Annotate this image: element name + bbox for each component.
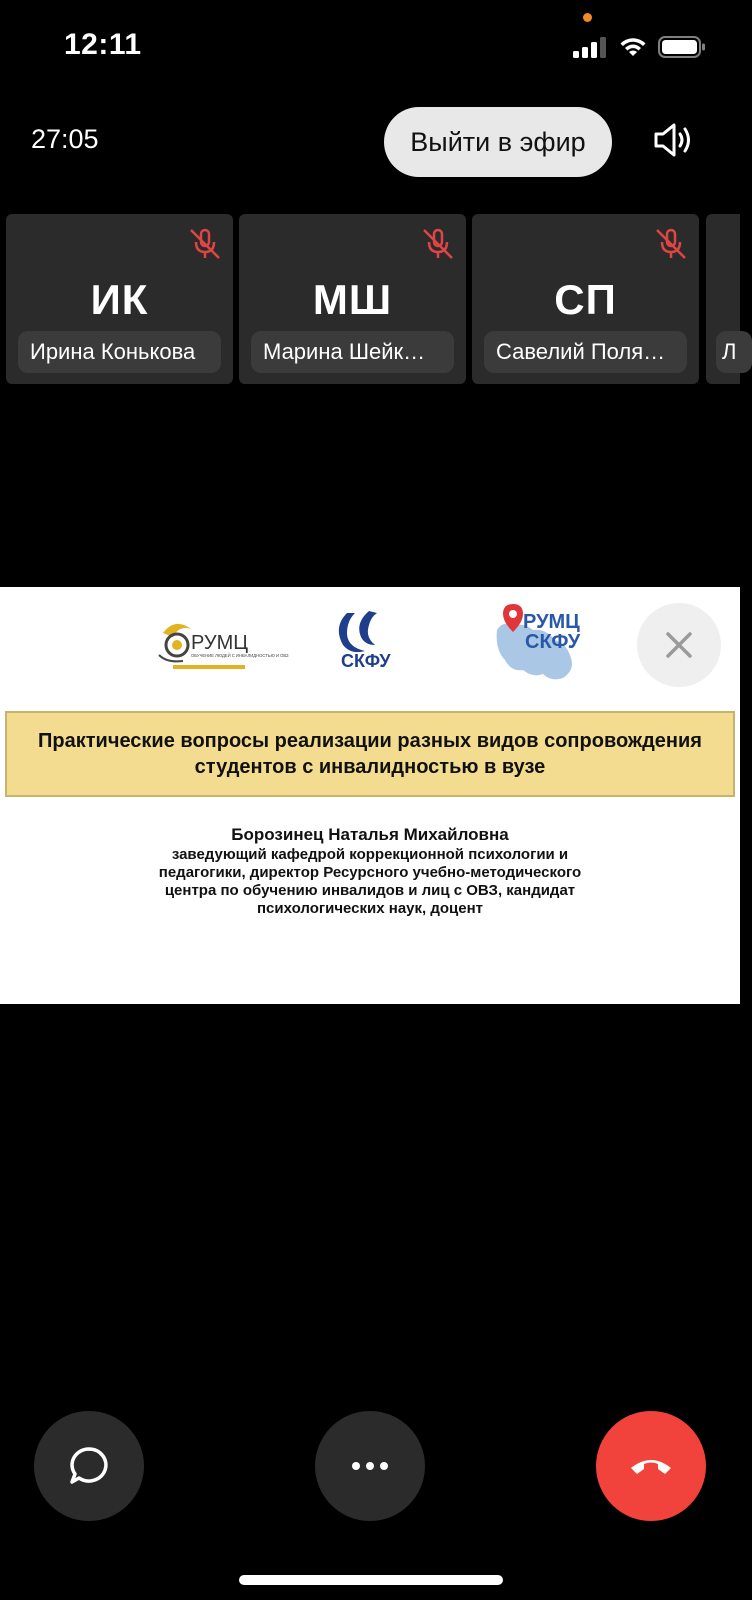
presenter-description (100, 846, 640, 918)
participant-tile[interactable] (239, 214, 466, 384)
participant-name: Ирина Конькова (18, 331, 221, 373)
presenter-description-line: педагогики, директор Ресурсного учебно-методического (158, 864, 582, 881)
hang-up-icon (627, 1454, 675, 1478)
participant-tile[interactable] (706, 214, 740, 384)
home-indicator (239, 1575, 503, 1585)
participant-tile[interactable] (472, 214, 699, 384)
participant-name: Марина Шейк… (251, 331, 454, 373)
slide-title-line: студентов с инвалидностью в вузе (194, 756, 546, 778)
rumc-skfu-logo (493, 600, 593, 684)
microphone-muted-icon (653, 226, 689, 262)
cellular-signal-icon (573, 36, 607, 58)
status-time: 12:11 (64, 28, 142, 61)
close-icon (664, 630, 694, 660)
speaker-icon[interactable] (652, 120, 696, 160)
microphone-muted-icon (187, 226, 223, 262)
presenter-description-line: психологических наук, доцент (256, 900, 484, 917)
rumc-logo (155, 615, 289, 675)
slide-title (5, 711, 735, 797)
svg-text:СКФУ: СКФУ (525, 631, 581, 653)
participant-initials: ИК (90, 276, 149, 323)
wifi-icon (618, 34, 648, 58)
end-call-button[interactable] (596, 1411, 706, 1521)
skfu-logo (325, 605, 415, 675)
recording-indicator-dot (583, 13, 592, 22)
participant-name: Л (716, 331, 752, 373)
participant-tile[interactable] (6, 214, 233, 384)
svg-text:СКФУ: СКФУ (341, 651, 391, 671)
participant-initials: СП (554, 276, 617, 323)
participant-name: Савелий Поля… (484, 331, 687, 373)
microphone-muted-icon (420, 226, 456, 262)
go-live-button[interactable]: Выйти в эфир (384, 107, 612, 177)
battery-icon (658, 35, 706, 59)
svg-text:РУМЦ: РУМЦ (523, 611, 580, 633)
chat-button[interactable] (34, 1411, 144, 1521)
svg-text:ОБУЧЕНИЕ ЛЮДЕЙ С ИНВАЛИДНОСТЬЮ: ОБУЧЕНИЕ ЛЮДЕЙ С ИНВАЛИДНОСТЬЮ И ОВЗ (191, 653, 289, 658)
presenter-description-line: заведующий кафедрой коррекционной психологии и (171, 846, 569, 863)
more-options-button[interactable] (315, 1411, 425, 1521)
call-duration: 27:05 (31, 124, 99, 154)
close-slide-button[interactable] (637, 603, 721, 687)
more-dots-icon (350, 1460, 390, 1472)
chat-bubble-icon (67, 1444, 111, 1488)
participant-initials: МШ (312, 276, 393, 323)
svg-text:РУМЦ: РУМЦ (191, 632, 249, 654)
presenter-description-line: центра по обучению инвалидов и лиц с ОВЗ, кандидат (164, 882, 576, 899)
slide-title-line: Практические вопросы реализации разных видов сопровождения (38, 730, 702, 752)
presenter-name: Борозинец Наталья Михайловна (231, 825, 509, 844)
